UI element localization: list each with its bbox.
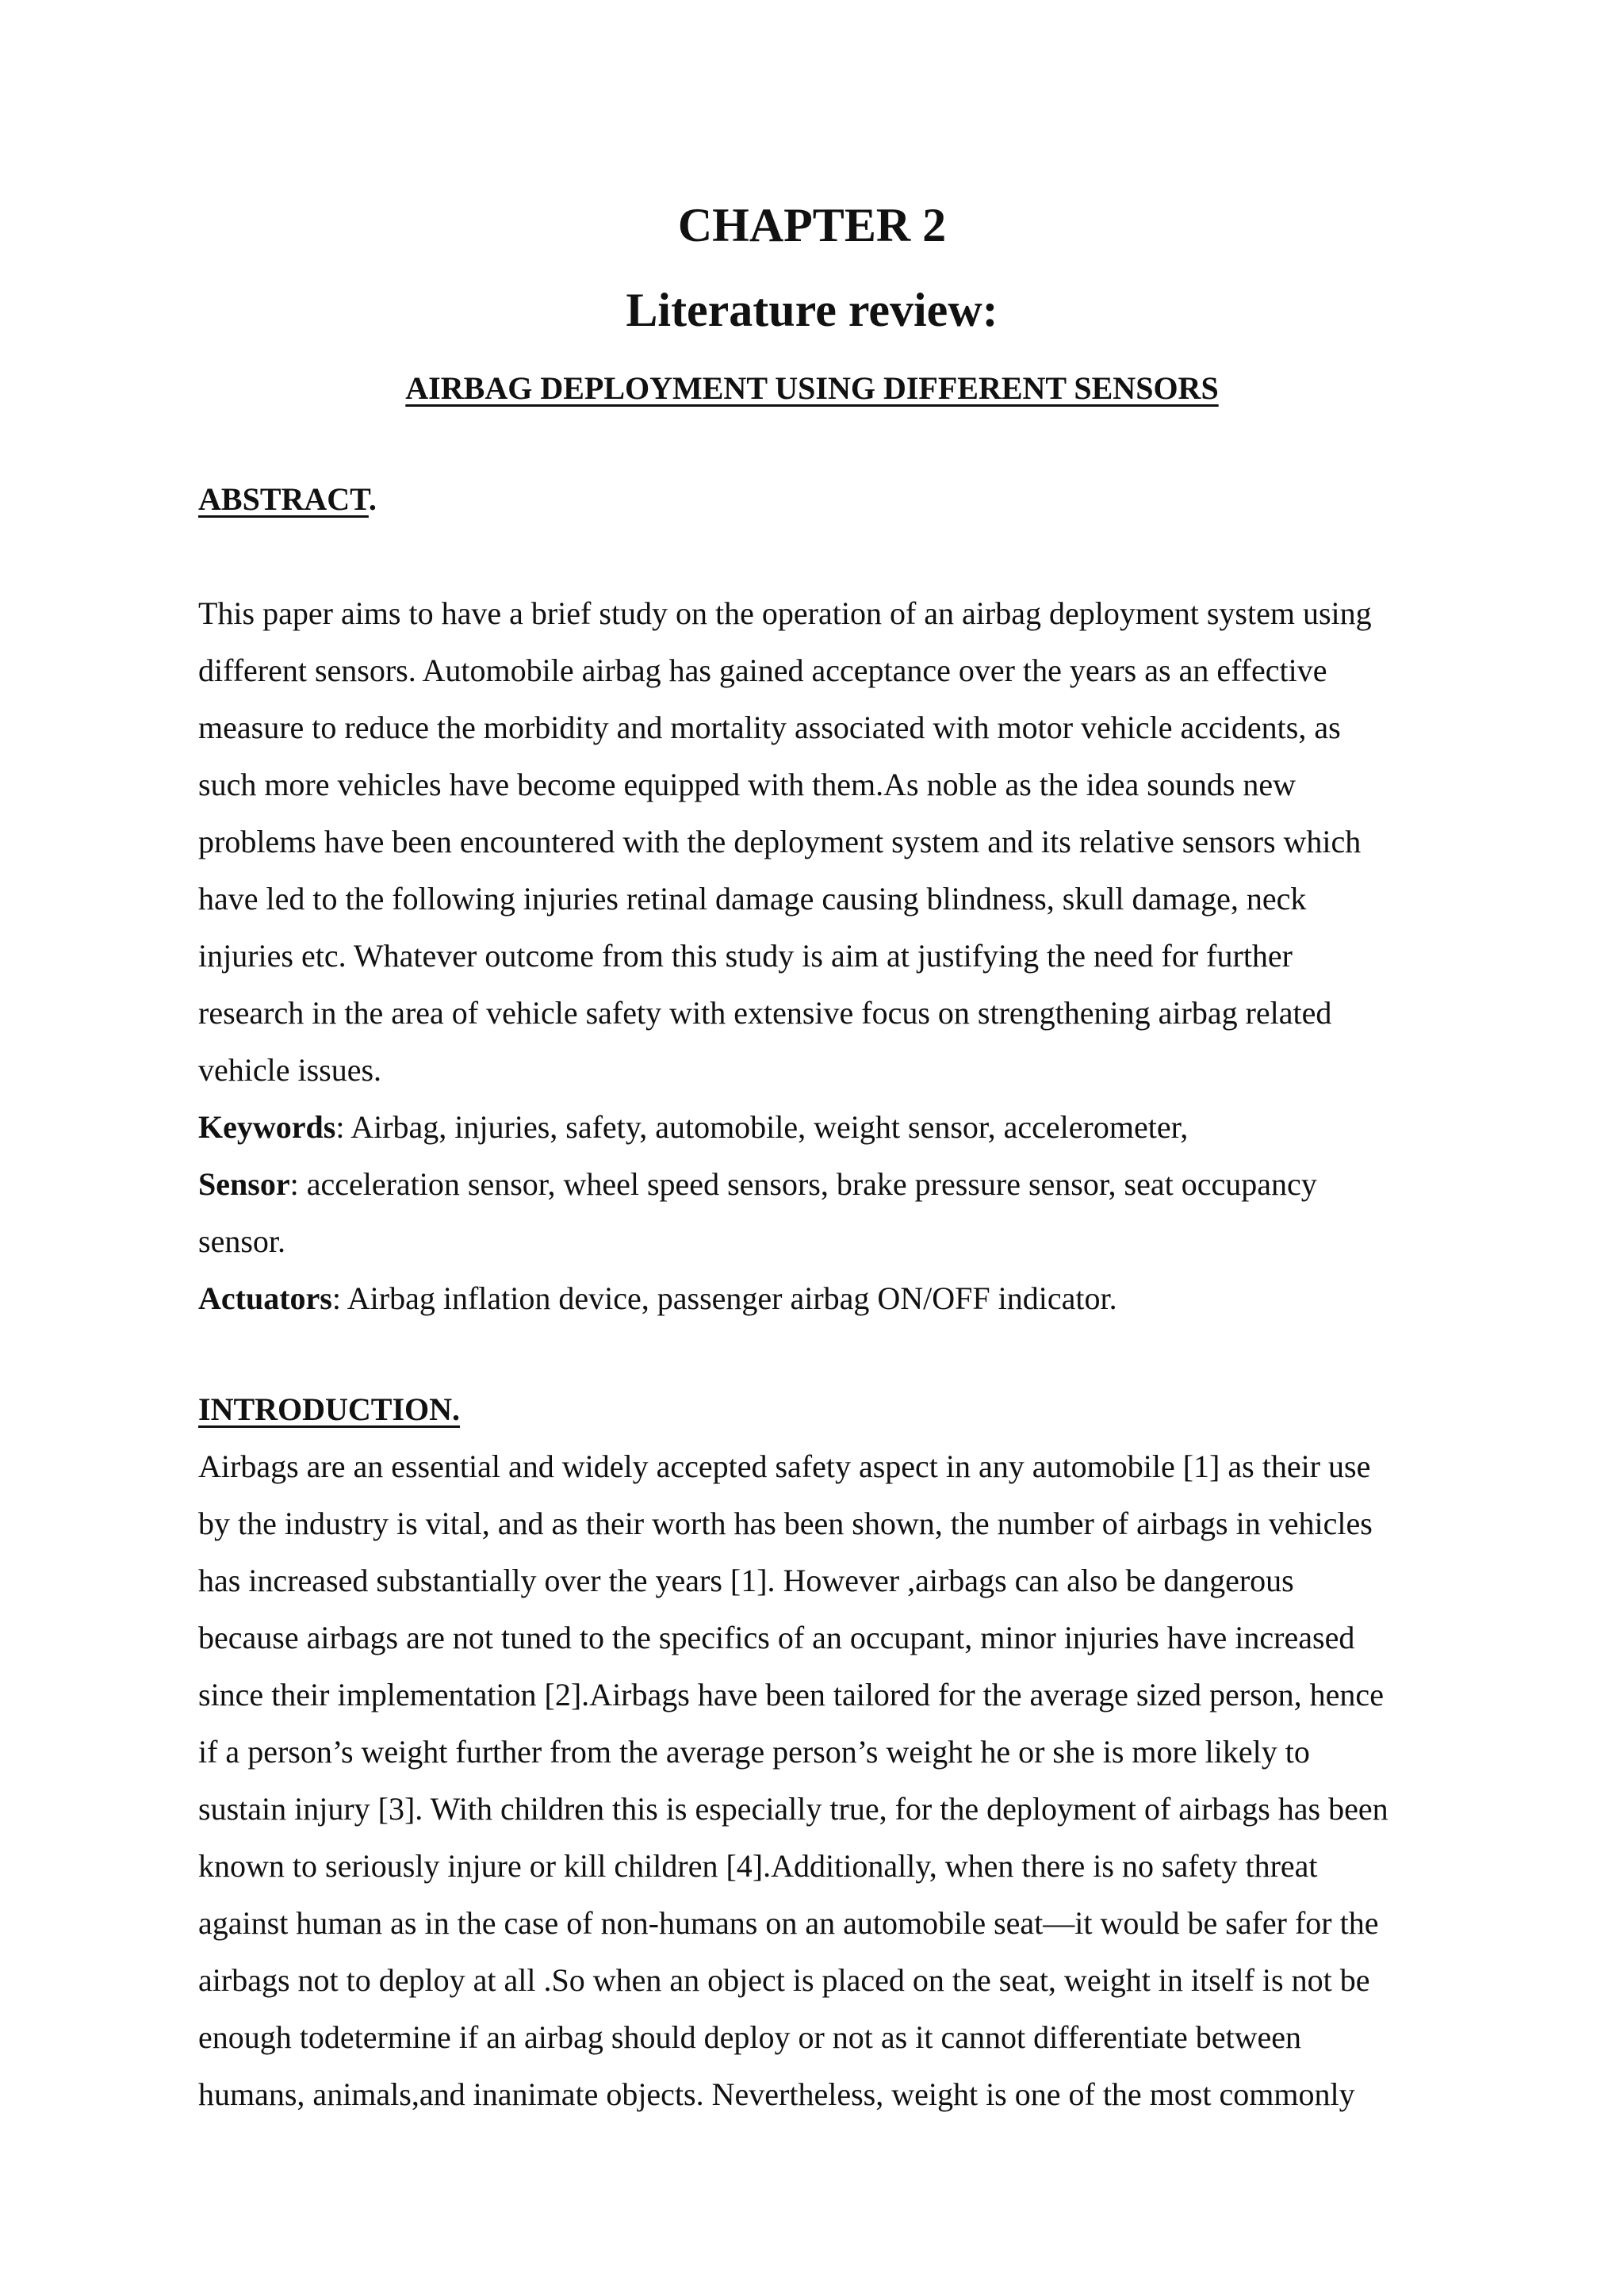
introduction-heading-text: INTRODUCTION. bbox=[198, 1391, 461, 1427]
introduction-line: by the industry is vital, and as their worth has been shown, the number of airbags in vehicles bbox=[198, 1506, 1373, 1541]
abstract-body bbox=[198, 585, 1451, 1327]
keywords-text: : Airbag, injuries, safety, automobile, weight sensor, accelerometer, bbox=[335, 1109, 1189, 1145]
abstract-line: have led to the following injuries retinal damage causing blindness, skull damage, neck bbox=[198, 881, 1307, 916]
sensor-label: Sensor bbox=[198, 1166, 290, 1202]
chapter-title: CHAPTER 2 bbox=[677, 199, 947, 251]
chapter-subtitle: Literature review: bbox=[626, 284, 998, 336]
introduction-line: sustain injury [3]. With children this is especially true, for the deployment of airbags has been bbox=[198, 1791, 1388, 1827]
paper-title bbox=[0, 368, 1624, 409]
abstract-heading bbox=[198, 479, 377, 520]
sensor-text: : acceleration sensor, wheel speed sensors, brake pressure sensor, seat occupancy bbox=[289, 1166, 1317, 1202]
introduction-line: against human as in the case of non-humans on an automobile seat—it would be safer for the bbox=[198, 1905, 1379, 1941]
introduction-line: known to seriously injure or kill children [4].Additionally, when there is no safety threat bbox=[198, 1848, 1318, 1884]
actuators-label: Actuators bbox=[198, 1280, 332, 1316]
introduction-body bbox=[198, 1438, 1451, 2123]
introduction-line: enough todetermine if an airbag should deploy or not as it cannot differentiate between bbox=[198, 2019, 1302, 2055]
introduction-line: Airbags are an essential and widely accepted safety aspect in any automobile [1] as their use bbox=[198, 1448, 1371, 1484]
keywords-line bbox=[198, 1099, 1451, 1156]
sensor-line bbox=[198, 1156, 1451, 1213]
abstract-line: injuries etc. Whatever outcome from this study is aim at justifying the need for further bbox=[198, 938, 1293, 974]
introduction-line: since their implementation [2].Airbags have been tailored for the average sized person, hence bbox=[198, 1677, 1384, 1712]
sensor-continuation: sensor. bbox=[198, 1223, 285, 1259]
introduction-line: humans, animals,and inanimate objects. Nevertheless, weight is one of the most commonly bbox=[198, 2076, 1355, 2112]
actuators-line bbox=[198, 1270, 1451, 1327]
introduction-line: has increased substantially over the years [1]. However ,airbags can also be dangerous bbox=[198, 1563, 1294, 1598]
introduction-line: airbags not to deploy at all .So when an object is placed on the seat, weight in itself is not be bbox=[198, 1962, 1370, 1998]
abstract-line: measure to reduce the morbidity and mortality associated with motor vehicle accidents, as bbox=[198, 710, 1341, 745]
abstract-line: This paper aims to have a brief study on the operation of an airbag deployment system using bbox=[198, 595, 1372, 631]
abstract-line: research in the area of vehicle safety with extensive focus on strengthening airbag related bbox=[198, 995, 1332, 1031]
abstract-line: vehicle issues. bbox=[198, 1052, 382, 1088]
keywords-label: Keywords bbox=[198, 1109, 336, 1145]
actuators-text: : Airbag inflation device, passenger airbag ON/OFF indicator. bbox=[331, 1280, 1117, 1316]
abstract-line: problems have been encountered with the deployment system and its relative sensors which bbox=[198, 824, 1362, 859]
abstract-line: such more vehicles have become equipped with them.As noble as the idea sounds new bbox=[198, 767, 1297, 802]
abstract-heading-text: ABSTRACT bbox=[198, 481, 369, 517]
introduction-heading bbox=[198, 1389, 460, 1430]
abstract-heading-punct: . bbox=[368, 481, 377, 517]
abstract-line: different sensors. Automobile airbag has gained acceptance over the years as an effective bbox=[198, 652, 1327, 688]
introduction-line: because airbags are not tuned to the specifics of an occupant, minor injuries have increased bbox=[198, 1620, 1355, 1655]
paper-title-text: AIRBAG DEPLOYMENT USING DIFFERENT SENSORS bbox=[405, 370, 1219, 406]
introduction-line: if a person’s weight further from the average person’s weight he or she is more likely to bbox=[198, 1734, 1310, 1770]
